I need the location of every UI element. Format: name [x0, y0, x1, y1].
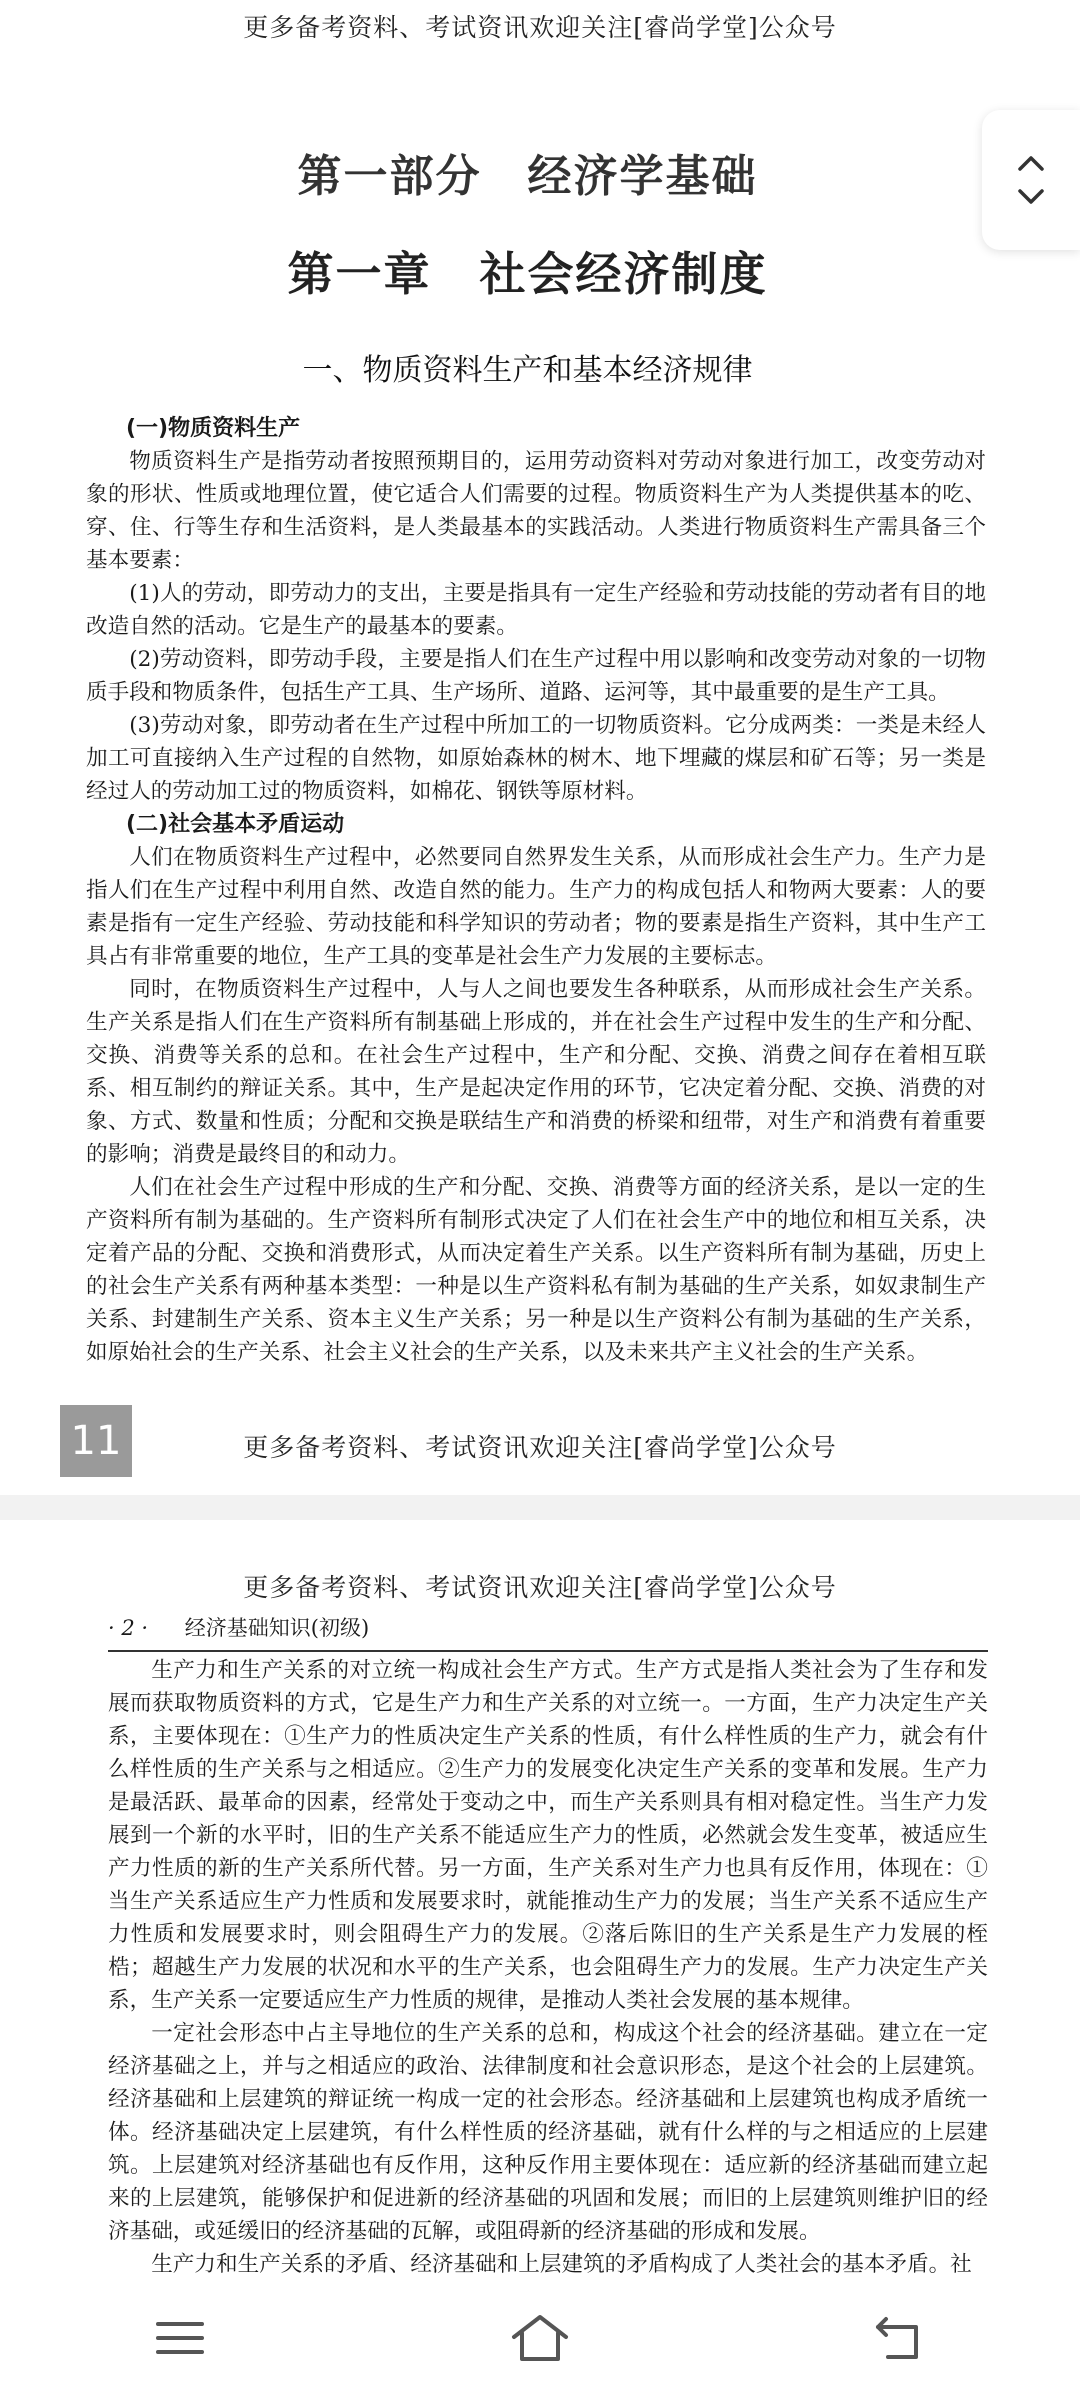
page-marker: · 2 ·: [108, 1616, 149, 1640]
section-title: 一、物质资料生产和基本经济规律: [302, 353, 753, 388]
page2-body: [108, 1654, 988, 2280]
paragraph: 一定社会形态中占主导地位的生产关系的总和，构成这个社会的经济基础。建立在一定经济基础之上，并与之相适应的政治、法律制度和社会意识形态，是这个社会的上层建筑。经济基础和上层建筑的辩证统一构成一定的社会形态。经济基础和上层建筑也构成矛盾统一体。经济基础决定上层建筑，有什么样性质的经济基础，就有什么样的与之相适应的上层建筑。上层建筑对经济基础也有反作用，这种反作用主要体现在：适应新的经济基础而建立起来的上层建筑，能够保护和促进新的经济基础的巩固和发展；而旧的上层建筑则维护旧的经济基础，或延缓旧的经济基础的瓦解，或阻碍新的经济基础的形成和发展。: [108, 2021, 988, 2244]
home-button[interactable]: [480, 2300, 600, 2380]
paragraph: 同时，在物质资料生产过程中，人与人之间也要发生各种联系，从而形成社会生产关系。生产关系是指人们在生产资料所有制基础上形成的，并在社会生产过程中发生的生产和分配、交换、消费等关系的总和。在社会生产过程中，生产和分配、交换、消费之间存在着相互联系、相互制约的辩证关系。其中，生产是起决定作用的环节，它决定着分配、交换、消费的对象、方式、数量和性质；分配和交换是联结生产和消费的桥梁和纽带，对生产和消费有着重要的影响；消费是最终目的和动力。: [86, 977, 986, 1167]
paragraph: 生产力和生产关系的对立统一构成社会生产方式。生产方式是指人类社会为了生存和发展而获取物质资料的方式，它是生产力和生产关系的对立统一。一方面，生产力决定生产关系，主要体现在：①生产力的性质决定生产关系的性质，有什么样性质的生产力，就会有什么样性质的生产关系与之相适应。②生产力的发展变化决定生产关系的变革和发展。生产力是最活跃、最革命的因素，经常处于变动之中，而生产关系则具有相对稳定性。当生产力发展到一个新的水平时，旧的生产关系不能适应生产力的性质，必然就会发生变革，被适应生产力性质的新的生产关系所代替。另一方面，生产关系对生产力也具有反作用，体现在：①当生产关系适应生产力性质和发展要求时，就能推动生产力的发展；当生产关系不适应生产力性质和发展要求时，则会阻碍生产力的发展。②落后陈旧的生产关系是生产力发展的桎梏；超越生产力发展的状况和水平的生产关系，也会阻碍生产力的发展。生产力决定生产关系，生产关系一定要适应生产力性质的规律，是推动人类社会发展的基本规律。: [108, 1658, 988, 2013]
paragraph: (1)人的劳动，即劳动力的支出，主要是指具有一定生产经验和劳动技能的劳动者有目的地改造自然的活动。它是生产的最基本的要素。: [86, 581, 986, 639]
paragraph: (3)劳动对象，即劳动者在生产过程中所加工的一切物质资料。它分成两类：一类是未经人加工可直接纳入生产过程的自然物，如原始森林的树木、地下埋藏的煤层和矿石等；另一类是经过人的劳动加工过的物质资料，如棉花、钢铁等原材料。: [86, 713, 986, 804]
back-icon: [874, 2315, 926, 2365]
chapter-title: 第一章 社会经济制度: [287, 247, 768, 301]
chevron-up-icon[interactable]: [1016, 153, 1046, 173]
menu-icon: [156, 2318, 204, 2362]
page-number-badge: 11: [60, 1405, 132, 1477]
home-icon: [510, 2313, 570, 2367]
page-nav-float: [982, 110, 1080, 250]
paragraph: 生产力和生产关系的矛盾、经济基础和上层建筑的矛盾构成了人类社会的基本矛盾。社: [151, 2252, 972, 2277]
back-button[interactable]: [840, 2300, 960, 2380]
book-title: 经济基础知识(初级): [184, 1616, 370, 1640]
page-banner-top-2: 更多备考资料、考试资讯欢迎关注[睿尚学堂]公众号: [243, 1573, 837, 1602]
document-page-2: [0, 1520, 1080, 2280]
paragraph: (2)劳动资料，即劳动手段，主要是指人们在生产过程中用以影响和改变劳动对象的一切物质手段和物质条件，包括生产工具、生产场所、道路、运河等，其中最重要的是生产工具。: [86, 647, 986, 705]
system-nav-bar: [0, 2280, 1080, 2400]
paragraph: 人们在社会生产过程中形成的生产和分配、交换、消费等方面的经济关系，是以一定的生产资料所有制为基础的。生产资料所有制形式决定了人们在社会生产中的地位和相互关系，决定着产品的分配、交换和消费形式，从而决定着生产关系。以生产资料所有制为基础，历史上的社会生产关系有两种基本类型：一种是以生产资料私有制为基础的生产关系，如奴隶制生产关系、封建制生产关系、资本主义生产关系；另一种是以生产资料公有制为基础的生产关系，如原始社会的生产关系、社会主义社会的生产关系，以及未来共产主义社会的生产关系。: [86, 1175, 986, 1365]
page-banner-top: 更多备考资料、考试资讯欢迎关注[睿尚学堂]公众号: [243, 13, 837, 42]
chevron-down-icon[interactable]: [1016, 187, 1046, 207]
running-header: [108, 1612, 988, 1652]
part-title: 第一部分 经济学基础: [297, 151, 758, 202]
subsection-heading-2: (二)社会基本矛盾运动: [126, 812, 345, 837]
subsection-heading-1: (一)物质资料生产: [126, 416, 301, 441]
menu-button[interactable]: [120, 2300, 240, 2380]
paragraph: 人们在物质资料生产过程中，必然要同自然界发生关系，从而形成社会生产力。生产力是指人们在生产过程中利用自然、改造自然的能力。生产力的构成包括人和物两大要素：人的要素是指有一定生产经验、劳动技能和科学知识的劳动者；物的要素是指生产资料，其中生产工具占有非常重要的地位，生产工具的变革是社会生产力发展的主要标志。: [86, 845, 986, 969]
paragraph: 物质资料生产是指劳动者按照预期目的，运用劳动资料对劳动对象进行加工，改变劳动对象的形状、性质或地理位置，使它适合人们需要的过程。物质资料生产为人类提供基本的吃、穿、住、行等生存和生活资料，是人类最基本的实践活动。人类进行物质资料生产需具备三个基本要素：: [86, 449, 986, 573]
page-banner-bottom: 更多备考资料、考试资讯欢迎关注[睿尚学堂]公众号: [243, 1433, 837, 1462]
page1-body: [86, 412, 986, 1369]
